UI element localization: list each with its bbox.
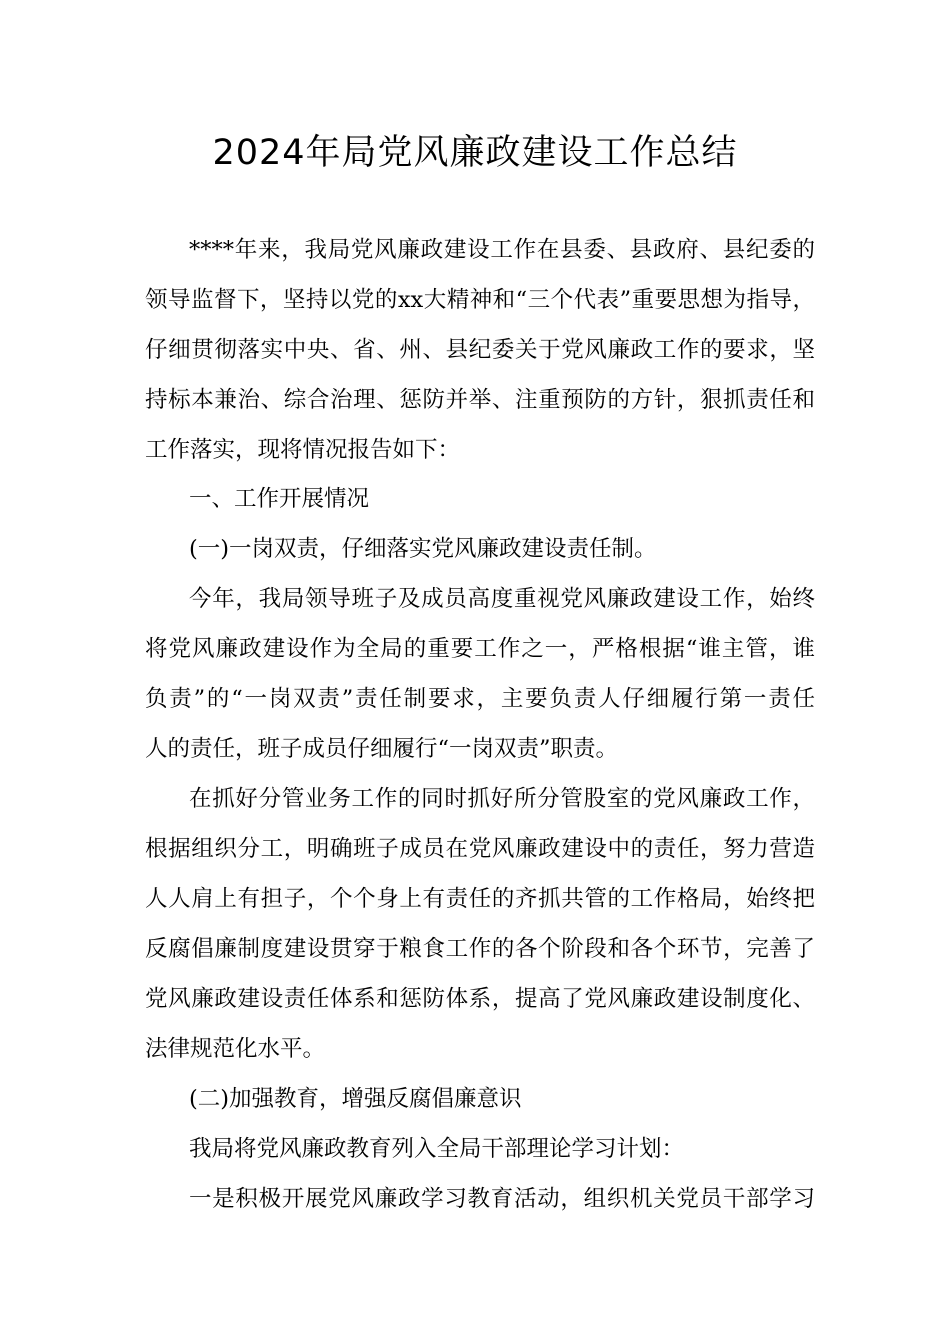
paragraph-line: 今年，我局领导班子及成员高度重视党风廉政建设工作，始终: [189, 586, 815, 612]
paragraph-line: 领导监督下，坚持以党的xx大精神和“三个代表”重要思想为指导，: [145, 287, 815, 313]
paragraph-line: 反腐倡廉制度建设贯穿于粮食工作的各个阶段和各个环节，完善了: [145, 936, 815, 962]
section-heading: 一、工作开展情况: [189, 486, 370, 512]
paragraph-line: 根据组织分工，明确班子成员在党风廉政建设中的责任，努力营造: [145, 836, 815, 862]
document-title: 2024年局党风廉政建设工作总结: [212, 133, 738, 173]
paragraph-line: 党风廉政建设责任体系和惩防体系，提高了党风廉政建设制度化、: [145, 986, 815, 1012]
subsection-heading: (二)加强教育，增强反腐倡廉意识: [189, 1086, 522, 1112]
paragraph-line: ****年来，我局党风廉政建设工作在县委、县政府、县纪委的: [189, 237, 815, 263]
paragraph-line: 人人肩上有担子，个个身上有责任的齐抓共管的工作格局，始终把: [145, 886, 815, 912]
paragraph-line: 法律规范化水平。: [145, 1036, 326, 1062]
paragraph-line: 在抓好分管业务工作的同时抓好所分管股室的党风廉政工作，: [189, 786, 815, 812]
paragraph-line: 人的责任，班子成员仔细履行“一岗双责”职责。: [145, 736, 619, 762]
paragraph-line: 持标本兼治、综合治理、惩防并举、注重预防的方针，狠抓责任和: [145, 387, 815, 413]
paragraph-line: 工作落实，现将情况报告如下：: [145, 437, 461, 463]
paragraph-line: 负责”的“一岗双责”责任制要求，主要负责人仔细履行第一责任: [145, 686, 815, 712]
paragraph-line: 我局将党风廉政教育列入全局干部理论学习计划：: [189, 1136, 685, 1162]
subsection-heading: (一)一岗双责，仔细落实党风廉政建设责任制。: [189, 536, 657, 562]
paragraph-line: 将党风廉政建设作为全局的重要工作之一，严格根据“谁主管，谁: [145, 636, 815, 662]
paragraph-line: 仔细贯彻落实中央、省、州、县纪委关于党风廉政工作的要求，坚: [145, 337, 815, 363]
paragraph-line: 一是积极开展党风廉政学习教育活动，组织机关党员干部学习: [189, 1186, 815, 1212]
